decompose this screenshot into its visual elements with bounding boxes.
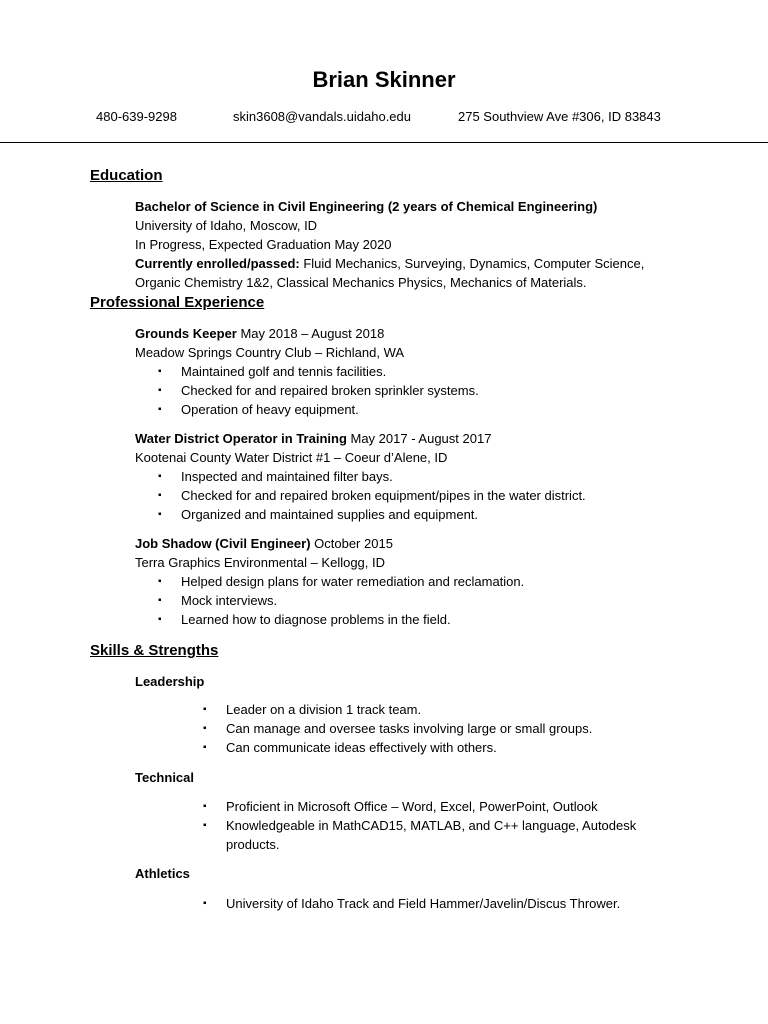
bullet-icon: ▪ bbox=[203, 898, 207, 909]
bullet-icon: ▪ bbox=[203, 742, 207, 753]
list-item: ▪ Proficient in Microsoft Office – Word, Excel, PowerPoint, Outlook bbox=[203, 799, 598, 814]
list-item: ▪ University of Idaho Track and Field Hammer/Javelin/Discus Thrower. bbox=[203, 896, 621, 911]
bullet-icon: ▪ bbox=[158, 576, 162, 587]
job-entry bbox=[135, 324, 725, 419]
bullet-icon: ▪ bbox=[158, 366, 162, 377]
contact-phone: 480-639-9298 bbox=[96, 109, 177, 124]
list-item: ▪ Mock interviews. bbox=[158, 593, 278, 608]
leadership-list bbox=[200, 700, 680, 757]
bullet-icon: ▪ bbox=[158, 471, 162, 482]
skill-group-leadership: Leadership bbox=[135, 674, 205, 689]
list-item: ▪ Knowledgeable in MathCAD15, MATLAB, and C++ language, Autodesk products. bbox=[203, 818, 637, 852]
bullet-icon: ▪ bbox=[203, 820, 207, 831]
bullet-icon: ▪ bbox=[158, 385, 162, 396]
technical-list bbox=[200, 797, 680, 854]
list-item: ▪ Can manage and oversee tasks involving large or small groups. bbox=[203, 721, 593, 736]
list-item: ▪ Inspected and maintained filter bays. bbox=[158, 469, 393, 484]
experience-heading: Professional Experience bbox=[90, 294, 265, 311]
job-title: Grounds Keeper bbox=[135, 326, 237, 341]
bullet-icon: ▪ bbox=[158, 490, 162, 501]
job-dates: October 2015 bbox=[310, 536, 393, 551]
job-title: Water District Operator in Training bbox=[135, 431, 347, 446]
list-item: ▪ Checked for and repaired broken equipment/pipes in the water district. bbox=[158, 488, 586, 503]
bullet-icon: ▪ bbox=[203, 801, 207, 812]
job-dates: May 2018 – August 2018 bbox=[236, 326, 385, 341]
bullet-icon: ▪ bbox=[158, 404, 162, 415]
job-employer: Meadow Springs Country Club – Richland, WA bbox=[135, 345, 405, 360]
list-item: ▪ Checked for and repaired broken sprinkler systems. bbox=[158, 383, 479, 398]
header-divider bbox=[0, 142, 768, 143]
resume-name: Brian Skinner bbox=[312, 67, 456, 92]
list-item: ▪ Leader on a division 1 track team. bbox=[203, 702, 422, 717]
list-item: ▪ Maintained golf and tennis facilities. bbox=[158, 364, 387, 379]
courses-line-1 bbox=[135, 254, 725, 273]
job-dates: May 2017 - August 2017 bbox=[346, 431, 492, 446]
bullet-icon: ▪ bbox=[203, 704, 207, 715]
bullet-icon: ▪ bbox=[203, 723, 207, 734]
list-item: ▪ Operation of heavy equipment. bbox=[158, 402, 359, 417]
contact-address: 275 Southview Ave #306, ID 83843 bbox=[458, 109, 661, 124]
courses-line-2: Organic Chemistry 1&2, Classical Mechanics Physics, Mechanics of Materials. bbox=[135, 275, 587, 290]
bullet-icon: ▪ bbox=[158, 614, 162, 625]
job-entry bbox=[135, 429, 725, 524]
skill-group-technical: Technical bbox=[135, 770, 195, 785]
school: University of Idaho, Moscow, ID bbox=[135, 218, 318, 233]
list-item: ▪ Helped design plans for water remediation and reclamation. bbox=[158, 574, 525, 589]
graduation-status: In Progress, Expected Graduation May 2020 bbox=[135, 237, 392, 252]
skill-group-athletics: Athletics bbox=[135, 866, 190, 881]
list-item: ▪ Can communicate ideas effectively with others. bbox=[203, 740, 497, 755]
list-item: ▪ Organized and maintained supplies and equipment. bbox=[158, 507, 479, 522]
degree: Bachelor of Science in Civil Engineering (2 years of Chemical Engineering) bbox=[135, 199, 598, 214]
bullet-icon: ▪ bbox=[158, 595, 162, 606]
job-title: Job Shadow (Civil Engineer) bbox=[135, 536, 311, 551]
skills-heading: Skills & Strengths bbox=[90, 642, 219, 659]
education-block bbox=[135, 197, 725, 292]
job-entry bbox=[135, 534, 725, 629]
list-item: ▪ Learned how to diagnose problems in the field. bbox=[158, 612, 451, 627]
job-employer: Terra Graphics Environmental – Kellogg, ID bbox=[135, 555, 386, 570]
courses-label: Currently enrolled/passed: bbox=[135, 256, 300, 271]
bullet-icon: ▪ bbox=[158, 509, 162, 520]
courses-text-1: Fluid Mechanics, Surveying, Dynamics, Computer Science, bbox=[299, 256, 645, 271]
athletics-list bbox=[200, 894, 680, 913]
education-heading: Education bbox=[90, 167, 163, 184]
contact-email: skin3608@vandals.uidaho.edu bbox=[233, 109, 411, 124]
job-employer: Kootenai County Water District #1 – Coeur d’Alene, ID bbox=[135, 450, 448, 465]
